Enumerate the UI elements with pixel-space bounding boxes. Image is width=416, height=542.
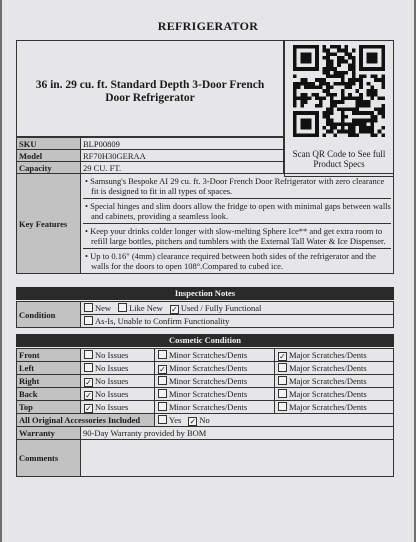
condition-option-0-label: New [95,302,112,313]
key-feature-text: Samsung's Bespoke AI 29 cu. ft. 3-Door French Door Refrigerator with zero clearance fit is designed to fit in all types of spaces. [90,176,385,196]
bullet-icon: • [85,176,91,186]
comments-label: Comments [17,440,81,477]
condition-label: Condition [17,302,81,328]
minor-scratches-label: Minor Scratches/Dents [169,389,248,399]
cosmetic-row [17,362,394,375]
minor-scratches-checkbox[interactable]: ✓ [159,364,166,374]
minor-scratches-label: Minor Scratches/Dents [169,362,248,373]
condition-options-row2 [81,315,394,328]
cosmetic-row [17,375,394,388]
accessories-options [155,414,394,427]
condition-table [16,301,394,328]
major-scratches-label: Major Scratches/Dents [289,363,367,373]
cosmetic-row-label: Top [17,401,81,414]
major-scratches-checkbox[interactable] [278,389,287,398]
no-issues-checkbox[interactable]: ✓ [85,403,92,413]
cosmetic-table [16,348,394,477]
key-feature-text: Up to 0.16" (4mm) clearance required between both sides of the refrigerator and the walls for the doors to open 108°.Compared to cubed ice. [90,251,376,271]
condition-option-asis-label: As-Is, Unable to Confirm Functionality [95,316,230,326]
accessories-no-checkbox[interactable]: ✓ [189,416,197,426]
minor-scratches-checkbox[interactable] [158,376,167,385]
no-issues-label: No Issues [95,350,129,360]
cosmetic-row-label: Right [17,375,81,388]
no-issues-checkbox[interactable]: ✓ [85,377,92,387]
minor-scratches-checkbox[interactable] [158,402,167,411]
major-scratches-label: Major Scratches/Dents [289,389,367,399]
no-issues-checkbox[interactable] [84,363,93,372]
minor-scratches-label: Minor Scratches/Dents [169,402,248,412]
qr-code[interactable] [293,45,385,137]
spec-label: Model [17,150,81,162]
no-issues-label: No Issues [95,375,129,386]
major-scratches-label: Major Scratches/Dents [289,349,367,360]
major-scratches-checkbox[interactable] [278,363,287,372]
minor-scratches-label: Minor Scratches/Dents [169,376,248,386]
key-features-label: Key Features [17,174,81,274]
spec-row [17,150,284,162]
inspection-header: Inspection Notes [16,287,394,300]
accessories-label: All Original Accessories Included [17,414,155,427]
cosmetic-row [17,388,394,401]
spec-row [17,138,284,150]
condition-option-1-label: Like New [129,302,163,313]
warranty-label: Warranty [17,427,81,440]
cosmetic-row-label: Left [17,362,81,375]
cosmetic-row-label: Front [17,349,81,362]
cosmetic-row [17,349,394,362]
qr-caption: Scan QR Code to See full Product Specs [292,149,386,169]
key-feature-text: Keep your drinks colder longer with slow-melting Sphere Ice** and get extra room to refill large bottles, pitchers and tumblers with the External Tall Water & Ice Dispenser. [90,226,386,246]
condition-option-asis-checkbox[interactable] [84,316,93,325]
key-feature-item [83,224,391,249]
key-feature-text: Special hinges and slim doors allow the fridge to open with minimal gaps between walls and cabinets, providing a seamless look. [90,201,391,221]
condition-option-2-label: Used / Fully Functional [180,302,262,313]
accessories-yes-checkbox[interactable] [158,415,167,424]
condition-options-row1 [81,302,394,315]
no-issues-label: No Issues [95,401,129,412]
spec-label: SKU [17,138,81,150]
minor-scratches-checkbox[interactable] [158,389,167,398]
key-feature-item [83,249,391,273]
cosmetic-row-label: Back [17,388,81,401]
no-issues-label: No Issues [95,388,129,399]
major-scratches-checkbox[interactable]: ✓ [279,351,286,361]
minor-scratches-label: Minor Scratches/Dents [169,350,248,360]
spec-row [17,162,284,174]
spec-table [16,137,284,174]
accessories-no-label: No [199,414,210,425]
no-issues-checkbox[interactable] [84,350,93,359]
qr-code-box [284,40,394,177]
no-issues-label: No Issues [95,363,129,373]
warranty-value: 90-Day Warranty provided by BOM [81,427,394,440]
bullet-icon: • [85,201,91,211]
no-issues-checkbox[interactable]: ✓ [85,390,92,400]
minor-scratches-checkbox[interactable] [158,350,167,359]
cosmetic-header: Cosmetic Condition [16,334,394,347]
key-feature-item [83,199,391,224]
product-name-box [16,40,284,137]
key-features-table [16,173,394,274]
cosmetic-row [17,401,394,414]
key-feature-item [83,174,391,199]
condition-option-1-checkbox[interactable] [118,303,127,312]
spec-value: RF70H30GERAA [81,150,284,162]
major-scratches-checkbox[interactable] [278,402,287,411]
major-scratches-label: Major Scratches/Dents [289,376,367,386]
document-page [2,0,414,542]
major-scratches-checkbox[interactable] [278,376,287,385]
major-scratches-label: Major Scratches/Dents [289,402,367,412]
key-features-list [81,174,394,274]
bullet-icon: • [85,226,91,236]
comments-field[interactable] [81,440,394,477]
spec-value: 29 CU. FT. [81,162,284,174]
product-name: 36 in. 29 cu. ft. Standard Depth 3-Door French Door Refrigerator [35,79,265,104]
condition-option-2-checkbox[interactable]: ✓ [170,304,178,314]
accessories-yes-label: Yes [169,414,182,425]
bullet-icon: • [85,251,91,261]
condition-option-0-checkbox[interactable] [84,303,93,312]
spec-label: Capacity [17,162,81,174]
document-title: REFRIGERATOR [157,19,259,33]
spec-value: BLP00809 [81,138,284,150]
